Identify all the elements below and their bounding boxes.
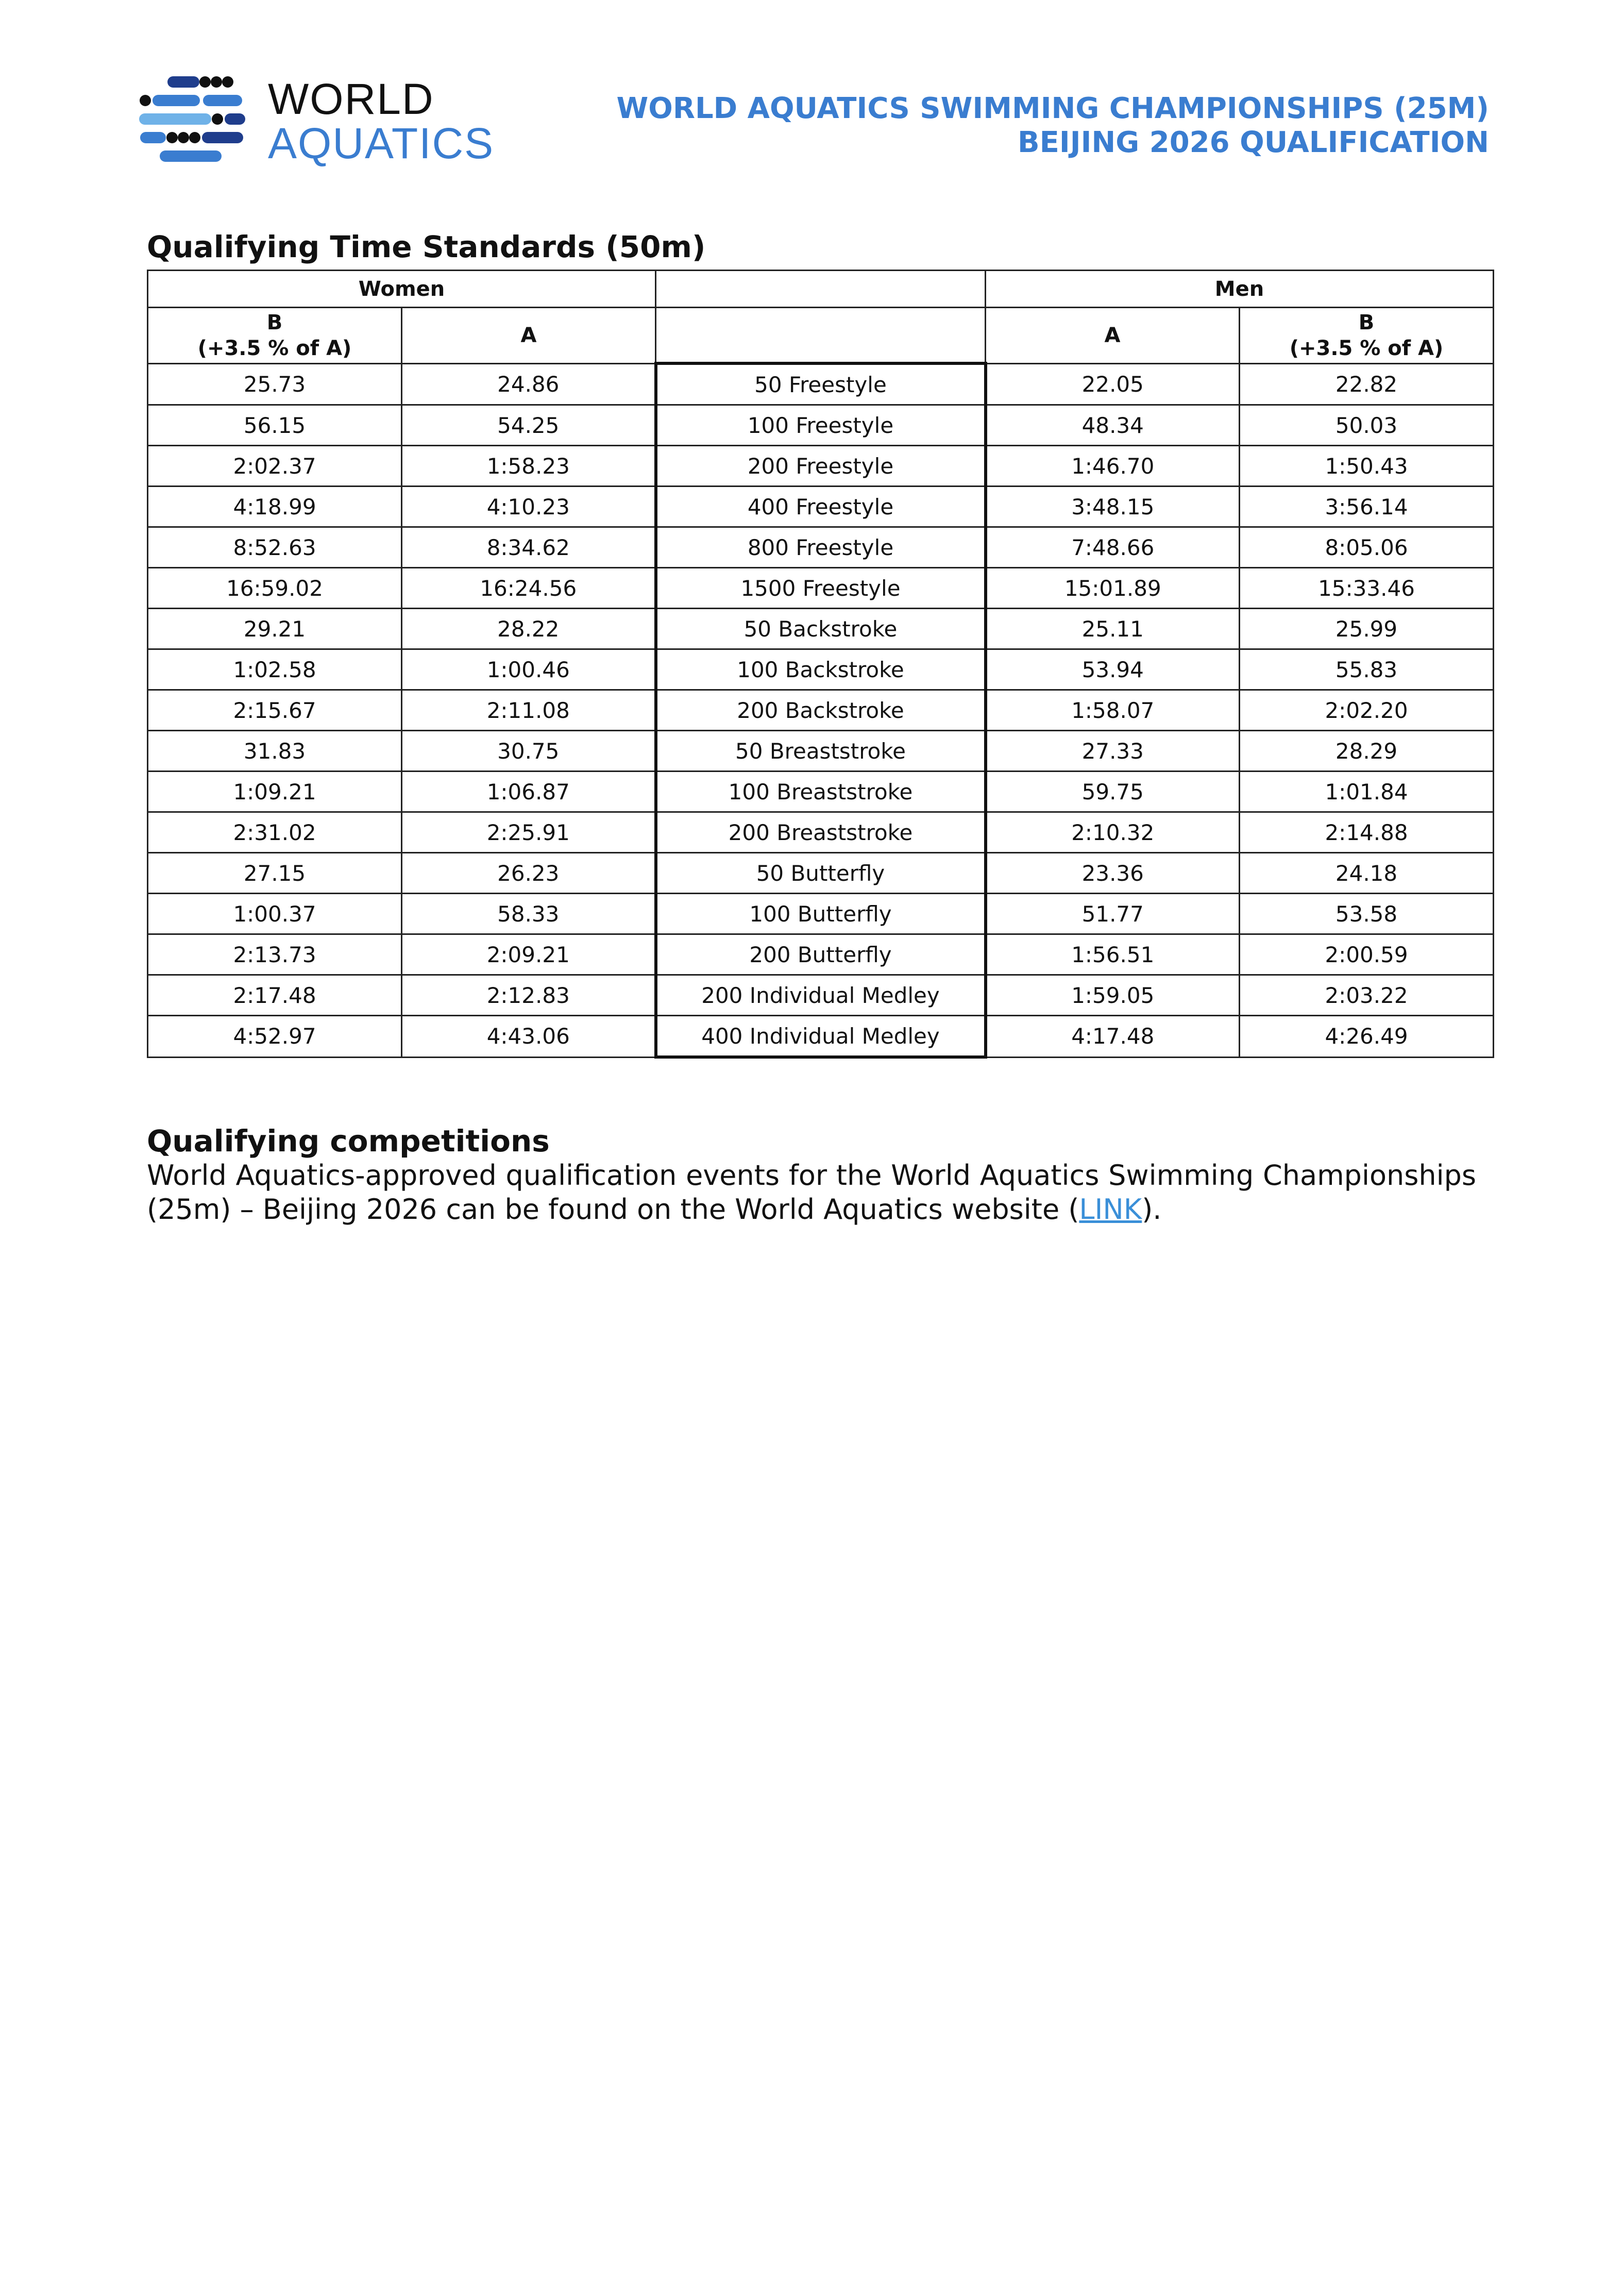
men-a-time: 53.94: [986, 649, 1240, 690]
men-b-time: 50.03: [1240, 405, 1494, 446]
women-b-time: 31.83: [148, 731, 402, 772]
men-b-time: 4:26.49: [1240, 1016, 1494, 1058]
header-men-b-sub: (+3.5 % of A): [1289, 336, 1444, 360]
event-name: 800 Freestyle: [656, 527, 986, 568]
table-row: [148, 609, 1494, 649]
event-name: 50 Backstroke: [656, 609, 986, 649]
women-a-time: 2:11.08: [402, 690, 656, 731]
women-a-time: 1:58.23: [402, 446, 656, 487]
women-a-time: 58.33: [402, 894, 656, 934]
women-a-time: 4:10.23: [402, 487, 656, 527]
header-title-line1: WORLD AQUATICS SWIMMING CHAMPIONSHIPS (25M): [616, 92, 1489, 125]
women-a-time: 1:00.46: [402, 649, 656, 690]
qualifying-time-standards-heading: Qualifying Time Standards (50m): [147, 229, 706, 264]
men-a-time: 59.75: [986, 772, 1240, 812]
table-row: [148, 363, 1494, 405]
men-b-time: 3:56.14: [1240, 487, 1494, 527]
table-row: [148, 894, 1494, 934]
table-row: [148, 446, 1494, 487]
header-women-b-sub: (+3.5 % of A): [197, 336, 352, 360]
table-row: [148, 568, 1494, 609]
women-b-time: 2:17.48: [148, 975, 402, 1016]
men-b-time: 22.82: [1240, 363, 1494, 405]
document-header-title: [616, 92, 1489, 160]
table-row: [148, 1016, 1494, 1058]
men-b-time: 28.29: [1240, 731, 1494, 772]
table-row: [148, 731, 1494, 772]
men-a-time: 1:59.05: [986, 975, 1240, 1016]
table-row: [148, 812, 1494, 853]
event-name: 50 Butterfly: [656, 853, 986, 894]
table-row: [148, 690, 1494, 731]
women-b-time: 1:00.37: [148, 894, 402, 934]
men-a-time: 23.36: [986, 853, 1240, 894]
men-b-time: 1:50.43: [1240, 446, 1494, 487]
event-name: 200 Backstroke: [656, 690, 986, 731]
men-a-time: 25.11: [986, 609, 1240, 649]
men-a-time: 1:58.07: [986, 690, 1240, 731]
header-event-col: [656, 308, 986, 364]
table-row: [148, 527, 1494, 568]
women-b-time: 1:09.21: [148, 772, 402, 812]
women-b-time: 4:52.97: [148, 1016, 402, 1058]
event-name: 200 Breaststroke: [656, 812, 986, 853]
men-a-time: 27.33: [986, 731, 1240, 772]
event-name: 200 Freestyle: [656, 446, 986, 487]
event-name: 400 Freestyle: [656, 487, 986, 527]
header-women-b-label: B: [266, 310, 283, 334]
logo-wordmark: [268, 77, 494, 165]
table-row: [148, 487, 1494, 527]
men-a-time: 15:01.89: [986, 568, 1240, 609]
women-b-time: 56.15: [148, 405, 402, 446]
table-row: [148, 934, 1494, 975]
world-aquatics-website-link[interactable]: LINK: [1079, 1193, 1142, 1226]
men-a-time: 51.77: [986, 894, 1240, 934]
header-women: Women: [148, 271, 656, 308]
women-b-time: 2:02.37: [148, 446, 402, 487]
qualifying-times-body: [148, 363, 1494, 1057]
men-b-time: 8:05.06: [1240, 527, 1494, 568]
women-a-time: 26.23: [402, 853, 656, 894]
women-b-time: 2:13.73: [148, 934, 402, 975]
women-b-time: 29.21: [148, 609, 402, 649]
men-b-time: 2:03.22: [1240, 975, 1494, 1016]
women-a-time: 1:06.87: [402, 772, 656, 812]
men-a-time: 48.34: [986, 405, 1240, 446]
women-a-time: 2:25.91: [402, 812, 656, 853]
header-title-line2: BEIJING 2026 QUALIFICATION: [1017, 126, 1489, 159]
women-b-time: 2:31.02: [148, 812, 402, 853]
women-b-time: 27.15: [148, 853, 402, 894]
event-name: 50 Freestyle: [656, 363, 986, 405]
women-a-time: 30.75: [402, 731, 656, 772]
men-a-time: 4:17.48: [986, 1016, 1240, 1058]
table-row: [148, 975, 1494, 1016]
men-a-time: 3:48.15: [986, 487, 1240, 527]
logo-line-world: WORLD: [268, 75, 434, 123]
header-event-blank: [656, 271, 986, 308]
logo-line-aquatics: AQUATICS: [268, 119, 495, 167]
women-b-time: 2:15.67: [148, 690, 402, 731]
women-a-time: 28.22: [402, 609, 656, 649]
event-name: 100 Breaststroke: [656, 772, 986, 812]
event-name: 100 Backstroke: [656, 649, 986, 690]
men-b-time: 2:00.59: [1240, 934, 1494, 975]
qc-text-after-link: ).: [1142, 1193, 1162, 1226]
women-b-time: 25.73: [148, 363, 402, 405]
men-a-time: 22.05: [986, 363, 1240, 405]
women-a-time: 4:43.06: [402, 1016, 656, 1058]
header-men-a: A: [986, 308, 1240, 364]
event-name: 400 Individual Medley: [656, 1016, 986, 1058]
event-name: 50 Breaststroke: [656, 731, 986, 772]
table-row: [148, 772, 1494, 812]
women-a-time: 2:09.21: [402, 934, 656, 975]
men-a-time: 1:46.70: [986, 446, 1240, 487]
men-b-time: 55.83: [1240, 649, 1494, 690]
men-b-time: 15:33.46: [1240, 568, 1494, 609]
men-b-time: 1:01.84: [1240, 772, 1494, 812]
header-men-b: [1240, 308, 1494, 364]
header-men-b-label: B: [1358, 310, 1375, 334]
qualifying-times-table: [147, 270, 1494, 1059]
women-a-time: 24.86: [402, 363, 656, 405]
men-a-time: 1:56.51: [986, 934, 1240, 975]
men-b-time: 24.18: [1240, 853, 1494, 894]
event-name: 200 Individual Medley: [656, 975, 986, 1016]
qc-text-before-link: World Aquatics-approved qualification events for the World Aquatics Swimming Championships (25m) – Beijing 2026 can be found on the World Aquatics website (: [147, 1159, 1476, 1226]
women-a-time: 2:12.83: [402, 975, 656, 1016]
header-women-a: A: [402, 308, 656, 364]
women-a-time: 8:34.62: [402, 527, 656, 568]
men-b-time: 2:14.88: [1240, 812, 1494, 853]
men-a-time: 7:48.66: [986, 527, 1240, 568]
women-b-time: 1:02.58: [148, 649, 402, 690]
women-b-time: 4:18.99: [148, 487, 402, 527]
header-women-b: [148, 308, 402, 364]
event-name: 100 Freestyle: [656, 405, 986, 446]
event-name: 1500 Freestyle: [656, 568, 986, 609]
table-row: [148, 405, 1494, 446]
qualifying-competitions-heading: Qualifying competitions: [147, 1124, 550, 1159]
women-a-time: 16:24.56: [402, 568, 656, 609]
qualifying-competitions-paragraph: [147, 1159, 1476, 1227]
men-b-time: 2:02.20: [1240, 690, 1494, 731]
women-a-time: 54.25: [402, 405, 656, 446]
header-men: Men: [986, 271, 1494, 308]
men-b-time: 53.58: [1240, 894, 1494, 934]
men-b-time: 25.99: [1240, 609, 1494, 649]
table-row: [148, 853, 1494, 894]
women-b-time: 16:59.02: [148, 568, 402, 609]
table-row: [148, 649, 1494, 690]
women-b-time: 8:52.63: [148, 527, 402, 568]
world-aquatics-logo-icon: [139, 72, 247, 170]
event-name: 100 Butterfly: [656, 894, 986, 934]
men-a-time: 2:10.32: [986, 812, 1240, 853]
event-name: 200 Butterfly: [656, 934, 986, 975]
